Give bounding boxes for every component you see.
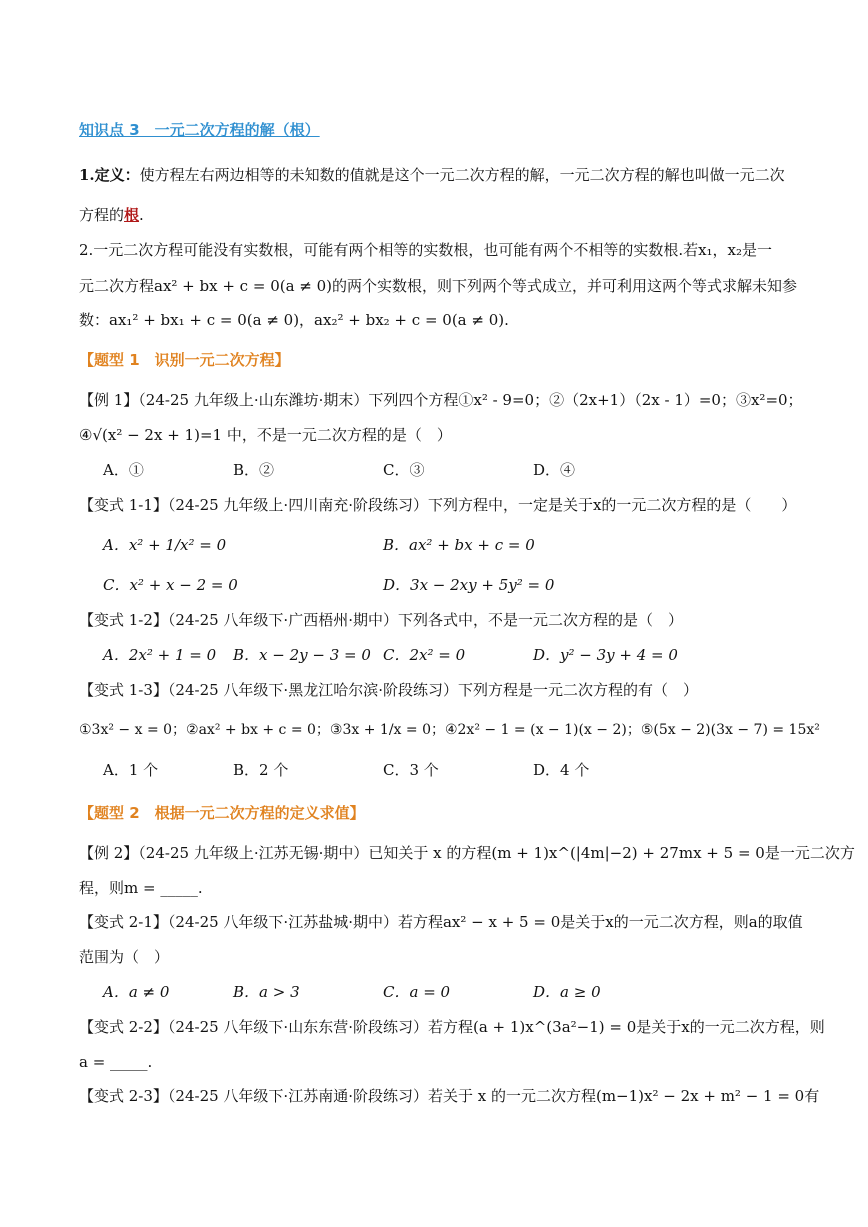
v13-option-b: B．2 个 (233, 761, 289, 779)
v13-option-d: D．4 个 (533, 761, 590, 779)
v12-option-a: A．2x² + 1 = 0 (103, 646, 217, 664)
v21-line-1: 【变式 2-1】（24-25 八年级下·江苏盐城·期中）若方程ax² − x + 5 = 0是关于x的一元二次方程，则a的取值 (79, 913, 803, 931)
ex1-option-d: D．④ (533, 461, 576, 479)
root-keyword: 根 (124, 206, 140, 224)
ex1-option-b: B．② (233, 461, 275, 479)
section-title: 知识点 3 一元二次方程的解（根） (79, 121, 320, 139)
v13-option-a: A．1 个 (103, 761, 159, 779)
definition-text-2: 方程的 (79, 206, 125, 224)
v13-line-1: 【变式 1-3】（24-25 八年级下·黑龙江哈尔滨·阶段练习）下列方程是一元二次方程的有（ ） (79, 681, 698, 699)
ex1-option-a: A．① (103, 461, 144, 479)
ex2-line-2: 程，则m = _____. (79, 879, 203, 897)
definition-text-1: 使方程左右两边相等的未知数的值就是这个一元二次方程的解，一元二次方程的解也叫做一元二次 (139, 166, 785, 184)
v21-line-2: 范围为（ ） (79, 948, 170, 966)
v11-option-c: C．x² + x − 2 = 0 (103, 576, 238, 594)
v11-option-b: B．ax² + bx + c = 0 (383, 536, 535, 554)
v23-line-1: 【变式 2-3】（24-25 八年级下·江苏南通·阶段练习）若关于 x 的一元二次方程(m−1)x² − 2x + m² − 1 = 0有 (79, 1087, 820, 1105)
type2-header: 【题型 2 根据一元二次方程的定义求值】 (79, 804, 365, 822)
ex1-line-2: ④√(x² − 2x + 1)=1 中，不是一元二次方程的是（ ） (79, 426, 452, 444)
v11-option-a: A．x² + 1/x² = 0 (103, 536, 227, 554)
ex2-line-1: 【例 2】（24-25 九年级上·江苏无锡·期中）已知关于 x 的方程(m + 1)x^(|4m|−2) + 27mx + 5 = 0是一元二次方 (79, 844, 855, 862)
point2-line-3: 数：ax₁² + bx₁ + c = 0(a ≠ 0)，ax₂² + bx₂ + c = 0(a ≠ 0). (79, 311, 509, 329)
definition-suffix: . (139, 206, 144, 224)
v12-option-c: C．2x² = 0 (383, 646, 466, 664)
v13-line-2: ①3x² − x = 0；②ax² + bx + c = 0；③3x + 1/x = 0；④2x² − 1 = (x − 1)(x − 2)；⑤(5x − 2)(3x − 7) = 15x² (79, 722, 820, 738)
point2-line-2: 元二次方程ax² + bx + c = 0(a ≠ 0)的两个实数根，则下列两个等式成立，并可利用这两个等式求解未知参 (79, 277, 798, 295)
ex1-line-1: 【例 1】（24-25 九年级上·山东潍坊·期末）下列四个方程①x² - 9=0；②（2x+1）（2x - 1）=0；③x²=0； (79, 391, 803, 409)
v21-option-a: A．a ≠ 0 (103, 983, 170, 1001)
v21-option-d: D．a ≥ 0 (533, 983, 601, 1001)
v22-line-1: 【变式 2-2】（24-25 八年级下·山东东营·阶段练习）若方程(a + 1)x^(3a²−1) = 0是关于x的一元二次方程，则 (79, 1018, 825, 1036)
v21-option-b: B．a > 3 (233, 983, 300, 1001)
definition-line-1 (79, 165, 785, 185)
v13-option-c: C．3 个 (383, 761, 439, 779)
v11-option-d: D．3x − 2xy + 5y² = 0 (383, 576, 555, 594)
v12-line-1: 【变式 1-2】（24-25 八年级下·广西梧州·期中）下列各式中，不是一元二次方程的是（ ） (79, 611, 683, 629)
type1-header: 【题型 1 识别一元二次方程】 (79, 351, 290, 369)
v22-line-2: a = _____. (79, 1053, 153, 1071)
ex1-option-c: C．③ (383, 461, 425, 479)
point2-line-1: 2.一元二次方程可能没有实数根，可能有两个相等的实数根，也可能有两个不相等的实数根.若x₁，x₂是一 (79, 241, 773, 259)
v12-option-b: B．x − 2y − 3 = 0 (233, 646, 371, 664)
v12-option-d: D．y² − 3y + 4 = 0 (533, 646, 678, 664)
v11-line-1: 【变式 1-1】（24-25 九年级上·四川南充·阶段练习）下列方程中，一定是关于x的一元二次方程的是（ ） (79, 496, 797, 514)
v21-option-c: C．a = 0 (383, 983, 451, 1001)
definition-line-2 (79, 205, 144, 225)
definition-label: 1.定义： (79, 166, 140, 184)
